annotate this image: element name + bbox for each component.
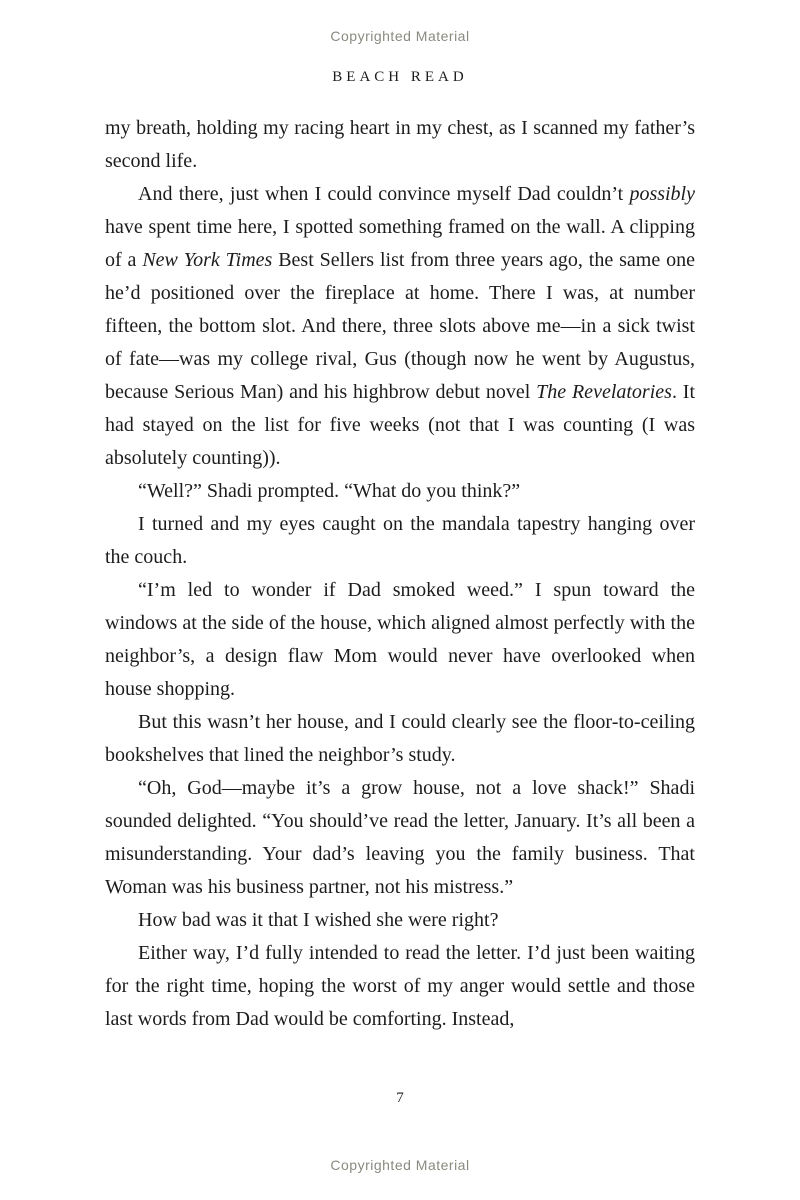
paragraph <box>105 904 695 937</box>
text-run: I turned and my eyes caught on the mandala tapestry hanging over the couch. <box>105 513 695 568</box>
text-run: “I’m led to wonder if Dad smoked weed.” I spun toward the windows at the side of the house, which aligned almost perfectly with the neighbor’s, a design flaw Mom would never have overlooked when house shopping. <box>105 579 695 700</box>
italic-text-run: New York Times <box>142 249 273 271</box>
page-number: 7 <box>396 1090 404 1106</box>
text-run: have spent time here, I spotted something framed on the wall. A clipping of a <box>105 216 695 271</box>
text-run: my breath, holding my racing heart in my chest, as I scanned my father’s second life. <box>105 117 695 172</box>
paragraph <box>105 574 695 706</box>
copyright-watermark-bottom: Copyrighted Material <box>330 1157 470 1173</box>
running-header-title: BEACH READ <box>332 69 468 85</box>
text-run: . It had stayed on the list for five weeks (not that I was counting (I was absolutely counting)). <box>105 381 695 469</box>
italic-text-run: possibly <box>629 183 695 205</box>
paragraph <box>105 178 695 475</box>
paragraph <box>105 112 695 178</box>
text-run: “Well?” Shadi prompted. “What do you think?” <box>138 480 521 502</box>
text-run: “Oh, God—maybe it’s a grow house, not a love shack!” Shadi sounded delighted. “You should’ve read the letter, January. It’s all been a misunderstanding. Your dad’s leaving you the family business. That Woman was his business partner, not his mistress.” <box>105 777 695 898</box>
paragraph <box>105 772 695 904</box>
page-body-text <box>105 112 695 1036</box>
paragraph <box>105 937 695 1036</box>
text-run: Best Sellers list from three years ago, the same one he’d positioned over the fireplace at home. There I was, at number fifteen, the bottom slot. And there, three slots above me—in a sick twist of fate—was my college rival, Gus (though now he went by Augustus, because Serious Man) and his highbrow debut novel <box>105 249 695 403</box>
text-run: Either way, I’d fully intended to read the letter. I’d just been waiting for the right time, hoping the worst of my anger would settle and those last words from Dad would be comforting. Instead, <box>105 942 695 1030</box>
paragraph <box>105 475 695 508</box>
paragraph <box>105 706 695 772</box>
text-run: But this wasn’t her house, and I could clearly see the floor-to-ceiling bookshelves that lined the neighbor’s study. <box>105 711 695 766</box>
italic-text-run: The Revelatories <box>536 381 672 403</box>
text-run: And there, just when I could convince myself Dad couldn’t <box>138 183 630 205</box>
text-run: How bad was it that I wished she were right? <box>138 909 499 931</box>
copyright-watermark-top: Copyrighted Material <box>330 28 470 44</box>
paragraph <box>105 508 695 574</box>
